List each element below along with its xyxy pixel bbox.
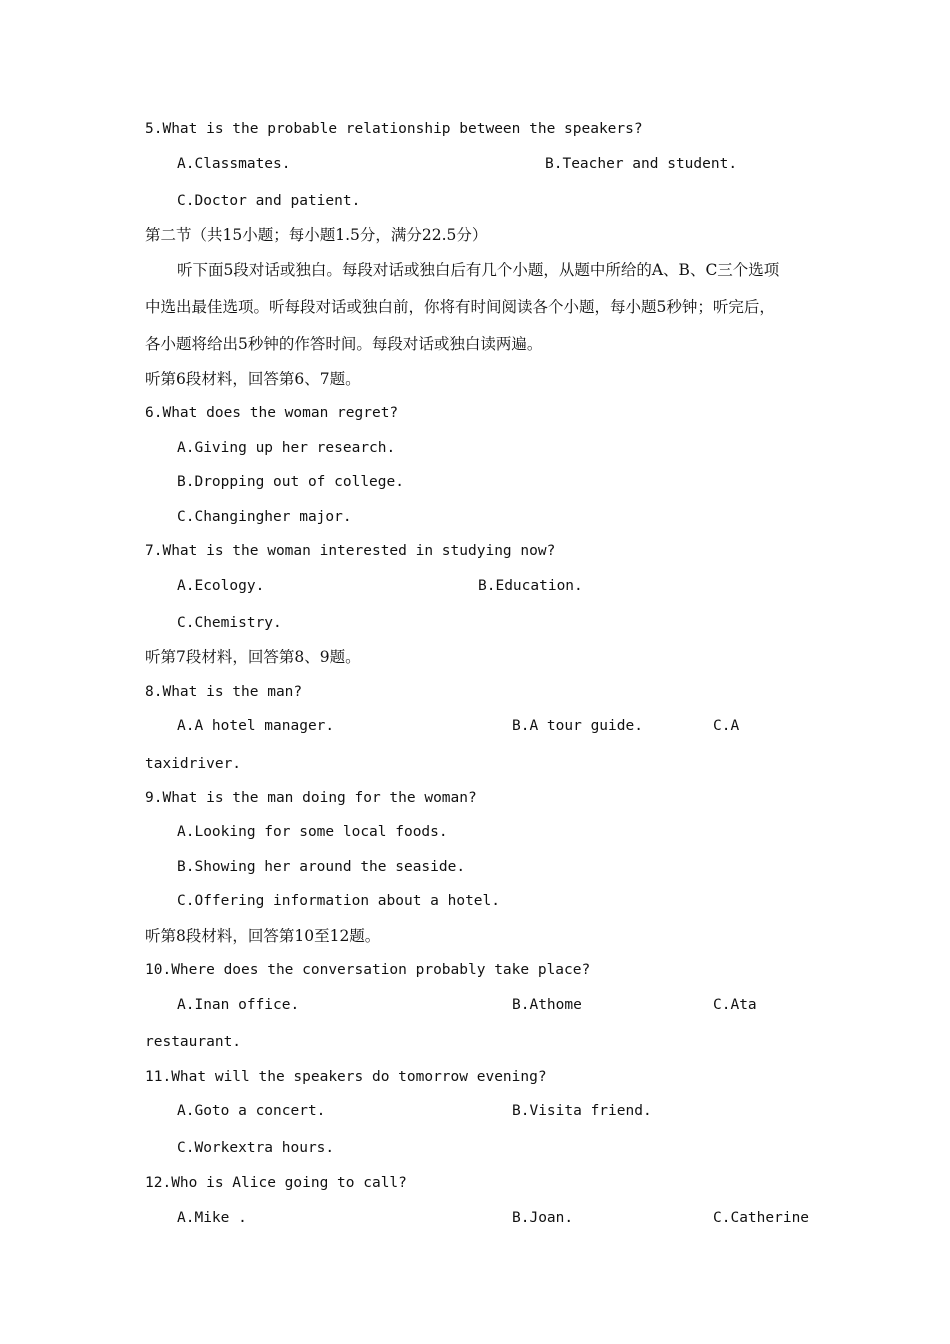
q8-option-b: B.A tour guide. (512, 718, 643, 734)
q9-option-c: C.Offering information about a hotel. (177, 893, 501, 909)
section2-instructions-line1: 听下面5段对话或独白。每段对话或独白后有几个小题，从题中所给的A、B、C三个选项 (177, 261, 780, 279)
q8-stem: 8.What is the man? (145, 684, 303, 700)
q8-option-c-continued: taxidriver. (145, 756, 242, 772)
q10-option-c-continued: restaurant. (145, 1034, 242, 1050)
q12-option-b: B.Joan. (512, 1210, 574, 1226)
section2-instructions-line3: 各小题将给出5秒钟的作答时间。每段对话或独白读两遍。 (145, 335, 543, 353)
q10-stem: 10.Where does the conversation probably take place? (145, 962, 591, 978)
q11-stem: 11.What will the speakers do tomorrow evening? (145, 1069, 547, 1085)
q10-option-b: B.Athome (512, 997, 582, 1013)
q5-stem: 5.What is the probable relationship between the speakers? (145, 121, 643, 137)
q7-option-b: B.Education. (478, 578, 583, 594)
q5-option-a: A.Classmates. (177, 156, 291, 172)
q6-option-a: A.Giving up her research. (177, 440, 396, 456)
q5-option-c: C.Doctor and patient. (177, 193, 361, 209)
q6-option-c: C.Changingher major. (177, 509, 352, 525)
q6-option-b: B.Dropping out of college. (177, 474, 404, 490)
q11-option-c: C.Workextra hours. (177, 1140, 335, 1156)
q6-stem: 6.What does the woman regret? (145, 405, 399, 421)
passage6-heading: 听第6段材料，回答第6、7题。 (145, 370, 361, 388)
q11-option-a: A.Goto a concert. (177, 1103, 326, 1119)
q9-stem: 9.What is the man doing for the woman? (145, 790, 477, 806)
section2-instructions-line2: 中选出最佳选项。听每段对话或独白前，你将有时间阅读各个小题，每小题5秒钟；听完后， (145, 298, 775, 316)
q10-option-a: A.Inan office. (177, 997, 300, 1013)
passage7-heading: 听第7段材料，回答第8、9题。 (145, 648, 361, 666)
q9-option-a: A.Looking for some local foods. (177, 824, 448, 840)
q12-option-a: A.Mike . (177, 1210, 247, 1226)
q8-option-a: A.A hotel manager. (177, 718, 335, 734)
q7-stem: 7.What is the woman interested in studying now? (145, 543, 556, 559)
q8-option-c: C.A (713, 718, 740, 734)
q7-option-a: A.Ecology. (177, 578, 265, 594)
section2-heading: 第二节（共15小题；每小题1.5分，满分22.5分） (145, 226, 488, 244)
q12-option-c: C.Catherine (713, 1210, 810, 1226)
q10-option-c: C.Ata (713, 997, 757, 1013)
q11-option-b: B.Visita friend. (512, 1103, 652, 1119)
q7-option-c: C.Chemistry. (177, 615, 282, 631)
q5-option-b: B.Teacher and student. (545, 156, 738, 172)
passage8-heading: 听第8段材料，回答第10至12题。 (145, 927, 381, 945)
q12-stem: 12.Who is Alice going to call? (145, 1175, 407, 1191)
q9-option-b: B.Showing her around the seaside. (177, 859, 466, 875)
